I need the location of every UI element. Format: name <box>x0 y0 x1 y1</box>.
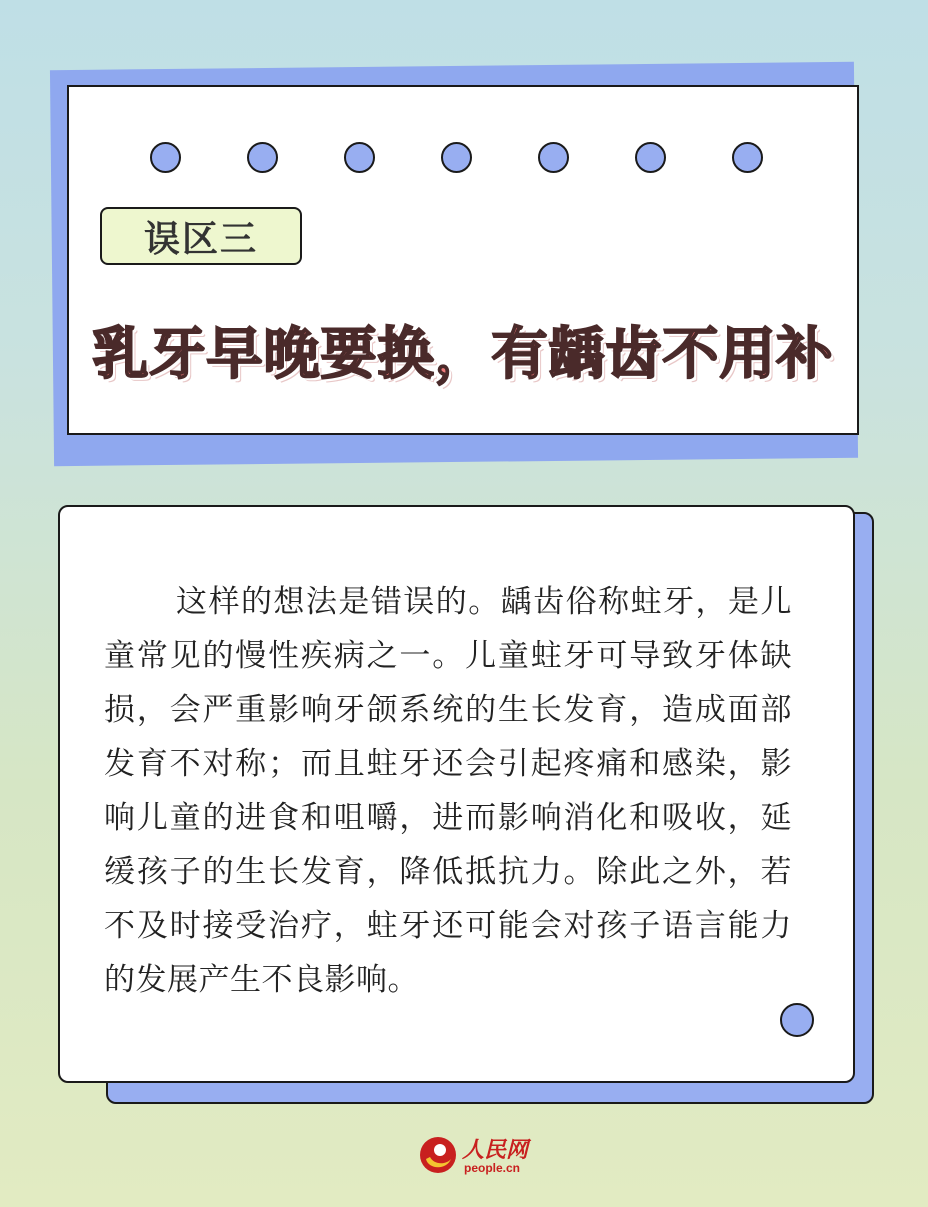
binder-dot <box>538 142 569 173</box>
binder-dot <box>344 142 375 173</box>
binder-dot <box>150 142 181 173</box>
people-cn-logo <box>418 1133 538 1181</box>
binder-dot <box>441 142 472 173</box>
logo-swirl-icon <box>418 1135 458 1175</box>
binder-dot <box>732 142 763 173</box>
myth-tag: 误区三 <box>100 207 302 265</box>
binder-dot <box>247 142 278 173</box>
page-title: 乳牙早晚要换，有龋齿不用补 <box>92 322 834 387</box>
logo-name-cn: 人民网 <box>462 1137 529 1163</box>
binder-dot <box>635 142 666 173</box>
logo-name-en: people.cn <box>464 1161 521 1175</box>
body-paragraph: 这样的想法是错误的。龋齿俗称蛀牙，是儿童常见的慢性疾病之一。儿童蛀牙可导致牙体缺损，会严重影响牙颌系统的生长发育，造成面部发育不对称；而且蛀牙还会引起疼痛和感染，影响儿童的进食和咀嚼，进而影响消化和吸收，延缓孩子的生长发育，降低抵抗力。除此之外，若不及时接受治疗，蛀牙还可能会对孩子语言能力的发展产生不良影响。 <box>104 584 792 998</box>
corner-dot <box>780 1003 814 1037</box>
binder-dots <box>150 142 770 176</box>
